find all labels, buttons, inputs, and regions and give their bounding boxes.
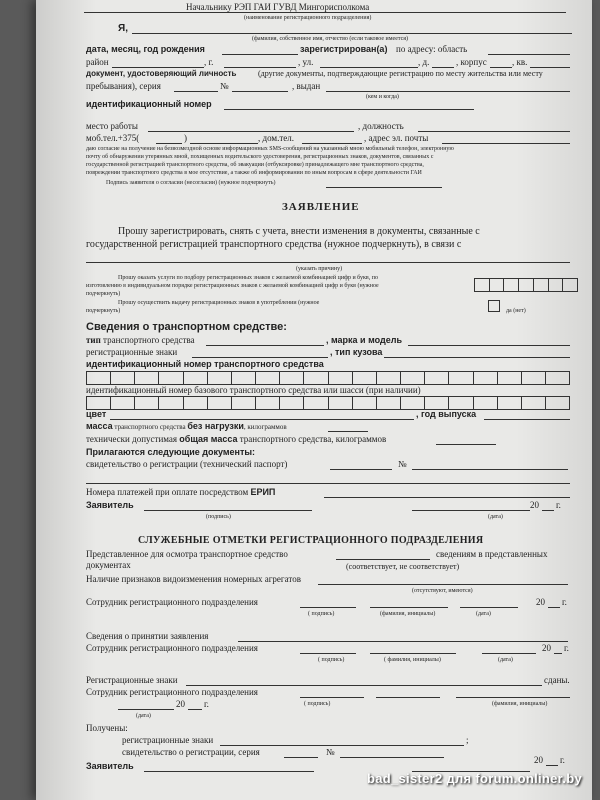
plates-text-1: Прошу оказать услуги по подбору регистрационных знаков с желаемой комбинацией цифр и букв, по — [118, 275, 378, 281]
addressee-hint: (наименование регистрационного подразделения) — [244, 15, 372, 21]
vehicle-title: Сведения о транспортном средстве: — [86, 321, 287, 333]
consent-line-2: почту об обнаружении утерянных мной, похищенных водительского удостоверения, регистрационных знаков, документов, связанных с — [86, 154, 434, 160]
id-doc-label: документ, удостоверяющий личность — [86, 69, 237, 78]
surrendered-label: сданы. — [544, 675, 570, 685]
mobile-label: моб.тел.+375( — [86, 133, 140, 143]
year-suffix: г. — [556, 500, 561, 510]
issued-hint: (кем и когда) — [366, 94, 399, 100]
vin-label: идентификационный номер транспортного средства — [86, 359, 324, 369]
consent-line-4: повреждении транспортного средства в мое отсутствие, а также об информировании по иным вопросам в сфере деятельности ГАИ — [86, 170, 422, 176]
idnum-label: идентификационный номер — [86, 99, 212, 109]
employee-label-1: Сотрудник регистрационного подразделения — [86, 597, 258, 607]
stay-label: пребывания), серия — [86, 81, 161, 91]
official-title: СЛУЖЕБНЫЕ ОТМЕТКИ РЕГИСТРАЦИОННОГО ПОДРАЗДЕЛЕНИЯ — [138, 535, 484, 546]
plates-text-3: подчеркнуть) — [86, 291, 121, 297]
sign-hint: (подпись) — [206, 514, 231, 520]
korpus-label: , корпус — [456, 57, 487, 67]
date-hint: (дата) — [488, 514, 503, 520]
date-hint-2: (дата) — [498, 657, 513, 663]
street-label: , ул. — [298, 57, 314, 67]
issued-label: , выдан — [292, 81, 321, 91]
apt-label: , кв. — [512, 57, 528, 67]
mass-label: масса транспортного средства без нагрузки, килограммов — [86, 421, 287, 431]
city-label: , г. — [204, 57, 214, 67]
sign-hint-2: ( подпись) — [318, 657, 345, 663]
employee-label-2: Сотрудник регистрационного подразделения — [86, 643, 258, 653]
brand-label: , марка и модель — [326, 335, 402, 345]
vehicle-type-label: тип транспортного средства — [86, 335, 195, 345]
name-hint-1: (фамилия, инициалы) — [380, 611, 436, 617]
year-label: , год выпуска — [416, 409, 477, 419]
total-mass-label: технически допустимая общая масса транспортного средства, килограммов — [86, 434, 387, 444]
statement-line-1: Прошу зарегистрировать, снять с учета, внести изменения в документы, связанные с — [118, 226, 480, 237]
district-label: район — [86, 57, 109, 67]
consent-sign-label: Подпись заявителя о согласии (несогласии) (нужное подчеркнуть) — [106, 180, 276, 186]
sign-hint-1: ( подпись) — [308, 611, 335, 617]
date-hint-1: (дата) — [476, 611, 491, 617]
year-suffix-1: г. — [562, 597, 567, 607]
base-vin-label: идентификационный номер базового транспортного средства или шасси (при наличии) — [86, 385, 421, 395]
name-hint-2: ( фамилия, инициалы) — [384, 657, 441, 663]
address-label: по адресу: область — [396, 44, 468, 54]
addressee: Начальнику РЭП ГАИ ГУВД Мингорисполкома — [186, 2, 370, 12]
certificate-number-sign: № — [398, 459, 407, 469]
year-prefix-1: 20 — [536, 597, 545, 607]
year-prefix-3: 20 — [176, 699, 185, 709]
consent-line-1: даю согласие на получение на безвозмездной основе информационных SMS-сообщений на указанный мною мобильный телефон, электронную — [86, 146, 454, 152]
email-label: , адрес эл. почты — [364, 133, 429, 143]
base-vin-boxes[interactable] — [86, 396, 570, 410]
house-label: , д. — [418, 57, 430, 67]
work-label: место работы — [86, 121, 138, 131]
application-form-page — [36, 0, 592, 800]
erip-label: Номера платежей при оплате посредством ЕРИП — [86, 487, 276, 497]
plate-combination-boxes[interactable] — [474, 278, 578, 292]
i-label: Я, — [118, 23, 128, 34]
body-type-label: , тип кузова — [330, 347, 383, 357]
received-certificate: свидетельство о регистрации, серия — [122, 747, 260, 757]
mobile-close: ) — [184, 133, 187, 143]
absent-hint: (отсутствуют, имеются) — [412, 588, 473, 594]
year-prefix: 20 — [530, 500, 539, 510]
plates-text-2: изготовлению в индивидуальном порядке регистрационных знаков с желаемой комбинацией цифр и букв (нужное — [86, 283, 379, 289]
year-suffix-2: г. — [564, 643, 569, 653]
position-label: , должность — [358, 121, 404, 131]
issue-text-2: подчеркнуть) — [86, 308, 121, 314]
dob-label: дата, месяц, год рождения — [86, 44, 205, 54]
vin-boxes[interactable] — [86, 371, 570, 385]
consent-line-3: государственной регистрацией транспортного средства, об эвакуации (отбуксировке) принадлежащего мне транспортного средства, — [86, 162, 424, 168]
plates-surrender-label: Регистрационные знаки — [86, 675, 178, 685]
year-prefix-4: 20 — [534, 755, 543, 765]
fio-hint: (фамилия, собственное имя, отчество (если таковое имеется) — [252, 36, 408, 42]
reason-hint: (указать причину) — [296, 266, 343, 272]
attached-title: Прилагаются следующие документы: — [86, 447, 256, 457]
yes-no-hint: да (нет) — [506, 308, 526, 314]
presented-label: Представленное для осмотра транспортное средство — [86, 549, 288, 559]
applicant-label-2: Заявитель — [86, 761, 134, 771]
received-number-sign: № — [326, 747, 335, 757]
statement-title: ЗАЯВЛЕНИЕ — [282, 201, 360, 213]
id-doc-note: (другие документы, подтверждающие регистрацию по месту жительства или месту — [258, 69, 543, 78]
issue-text-1: Прошу осуществить выдачу регистрационных знаков в употреблении (нужное — [118, 300, 320, 306]
color-label: цвет — [86, 409, 107, 419]
number-sign: № — [220, 81, 229, 91]
modification-label: Наличие признаков видоизменения номерных агрегатов — [86, 574, 301, 584]
received-plates-semicolon: ; — [466, 735, 469, 745]
docs-label: документах — [86, 560, 131, 570]
registered-label: зарегистрирован(а) — [300, 44, 388, 54]
statement-line-2: государственной регистрацией транспортного средства (нужное подчеркнуть), в связи с — [86, 239, 462, 250]
accepted-label: Сведения о принятии заявления — [86, 631, 209, 641]
date-hint-3: (дата) — [136, 713, 151, 719]
received-plates: регистрационные знаки — [122, 735, 214, 745]
applicant-label: Заявитель — [86, 500, 134, 510]
name-hint-3: (фамилия, инициалы) — [492, 701, 548, 707]
home-phone-label: , дом.тел. — [258, 133, 295, 143]
employee-label-3: Сотрудник регистрационного подразделения — [86, 687, 258, 697]
year-suffix-4: г. — [560, 755, 565, 765]
corresponds-hint: (соответствует, не соответствует) — [346, 562, 460, 571]
forum-watermark: bad_sister2 для forum.onliner.by — [366, 771, 582, 786]
issue-checkbox[interactable] — [488, 300, 500, 312]
year-prefix-2: 20 — [542, 643, 551, 653]
reg-plates-label: регистрационные знаки — [86, 347, 178, 357]
presented-rest: сведениям в представленных — [436, 549, 548, 559]
certificate-label: свидетельство о регистрации (технический паспорт) — [86, 459, 288, 469]
received-label: Получены: — [86, 723, 128, 733]
year-suffix-3: г. — [204, 699, 209, 709]
sign-hint-3: ( подпись) — [304, 701, 331, 707]
